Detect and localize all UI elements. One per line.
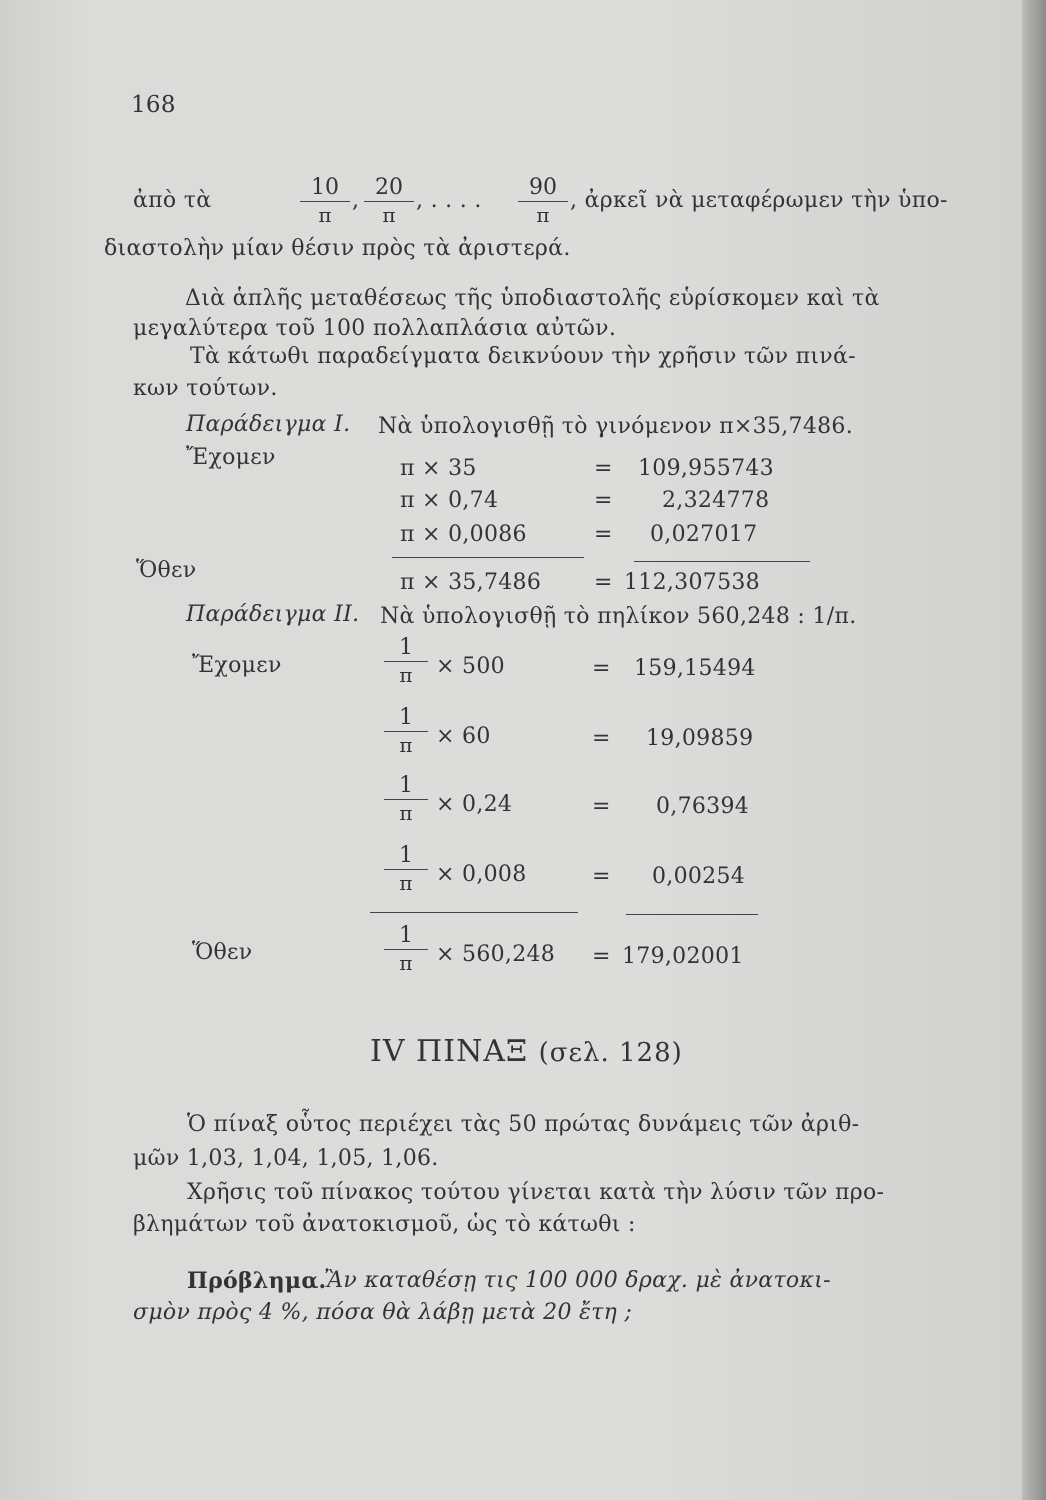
page-number: 168: [131, 92, 176, 118]
example1-result-lead: Ὅθεν: [136, 558, 197, 583]
para2-line2: μεγαλύτερα τοῦ 100 πολλαπλάσια αὐτῶν.: [133, 316, 617, 341]
example1-row-rhs: 0,027017: [650, 522, 758, 547]
example1-result-rhs: 112,307538: [624, 570, 760, 595]
problem-line1: Ἂν καταθέσῃ τις 100 000 δραχ. μὲ ἀνατοκι-: [324, 1268, 831, 1293]
example1-row-rhs: 109,955743: [638, 456, 774, 481]
fraction-10-pi: $\frac{10}{\pi}$: [300, 176, 350, 228]
intro-comma: ,: [352, 188, 360, 213]
example1-text: Νὰ ὑπολογισθῇ τὸ γινόμενον π×35,7486.: [378, 414, 854, 439]
example2-row-mult: × 60: [436, 724, 491, 749]
page-edge: [1022, 0, 1046, 1500]
example1-row-eq: =: [594, 488, 613, 513]
example2-row-eq: =: [592, 656, 611, 681]
problem-label: Πρόβλημα.: [187, 1268, 327, 1294]
sum-rule-right: [626, 914, 758, 915]
section-ref: (σελ. 128): [538, 1038, 683, 1068]
example1-row-eq: =: [594, 522, 613, 547]
example1-row-lhs: π × 0,0086: [400, 522, 527, 547]
section-p1-line2: μῶν 1,03, 1,04, 1,05, 1,06.: [133, 1146, 439, 1171]
para2-line1: Διὰ ἁπλῆς μεταθέσεως τῆς ὑποδιαστολῆς εὑρίσκομεν καὶ τὰ: [185, 286, 880, 311]
sum-rule-left: [370, 912, 578, 913]
example2-row-eq: =: [592, 794, 611, 819]
example2-row-rhs: 0,76394: [656, 794, 750, 819]
example2-lead: Ἔχομεν: [192, 653, 282, 678]
intro-ellipsis: , . . . .: [416, 188, 482, 213]
section-p1-line1: Ὁ πίναξ οὗτος περιέχει τὰς 50 πρώτας δυνάμεις τῶν ἀριθ-: [187, 1112, 860, 1137]
example1-label: Παράδειγμα Ι.: [186, 412, 351, 437]
example1-lead: Ἔχομεν: [186, 445, 276, 470]
example1-row-lhs: π × 0,74: [400, 488, 499, 513]
example2-text: Νὰ ὑπολογισθῇ τὸ πηλίκον 560,248 : 1/π.: [380, 604, 857, 629]
section-p2-line1: Χρῆσις τοῦ πίνακος τούτου γίνεται κατὰ τὴν λύσιν τῶν προ-: [187, 1180, 885, 1205]
problem-line2: σμὸν πρὸς 4 %, πόσα θὰ λάβῃ μετὰ 20 ἔτη ;: [133, 1300, 633, 1325]
example2-row-mult: × 0,008: [436, 862, 527, 887]
example2-result-lead: Ὅθεν: [192, 940, 253, 965]
para3-line1: Τὰ κάτωθι παραδείγματα δεικνύουν τὴν χρῆσιν τῶν πινά-: [190, 344, 856, 369]
section-title: IV ΠΙΝΑΞ (σελ. 128): [370, 1034, 683, 1069]
example2-row-mult: × 0,24: [436, 792, 513, 817]
example2-row-rhs: 159,15494: [634, 656, 756, 681]
example2-row-eq: =: [592, 726, 611, 751]
example1-row-lhs: π × 35: [400, 456, 477, 481]
example2-row-rhs: 19,09859: [646, 726, 754, 751]
fraction-1-pi: $\frac{1}{\pi}$: [384, 774, 428, 826]
example2-row-eq: =: [592, 864, 611, 889]
example2-result-rhs: 179,02001: [622, 944, 744, 969]
fraction-1-pi: $\frac{1}{\pi}$: [384, 924, 428, 976]
sum-rule-left: [392, 557, 584, 558]
fraction-1-pi: $\frac{1}{\pi}$: [384, 706, 428, 758]
intro-tail: , ἀρκεῖ νὰ μεταφέρωμεν τὴν ὑπο-: [570, 188, 948, 213]
example2-row-mult: × 500: [436, 654, 505, 679]
fraction-1-pi: $\frac{1}{\pi}$: [384, 844, 428, 896]
fraction-1-pi: $\frac{1}{\pi}$: [384, 636, 428, 688]
fraction-20-pi: $\frac{20}{\pi}$: [364, 176, 414, 228]
example2-result-eq: =: [592, 944, 611, 969]
example2-result-mult: × 560,248: [436, 942, 556, 967]
intro-line2: διαστολὴν μίαν θέσιν πρὸς τὰ ἀριστερά.: [104, 236, 571, 261]
para3-line2: κων τούτων.: [133, 376, 278, 401]
example2-label: Παράδειγμα ΙΙ.: [186, 602, 360, 627]
intro-prefix: ἀπὸ τὰ: [133, 188, 212, 213]
fraction-90-pi: $\frac{90}{\pi}$: [518, 176, 568, 228]
example1-result-lhs: π × 35,7486: [400, 570, 542, 595]
section-p2-line2: βλημάτων τοῦ ἀνατοκισμοῦ, ὡς τὸ κάτωθι :: [133, 1212, 636, 1237]
example1-row-eq: =: [594, 456, 613, 481]
sum-rule-right: [634, 561, 810, 562]
example2-row-rhs: 0,00254: [652, 864, 746, 889]
example1-result-eq: =: [594, 570, 613, 595]
example1-row-rhs: 2,324778: [662, 488, 770, 513]
